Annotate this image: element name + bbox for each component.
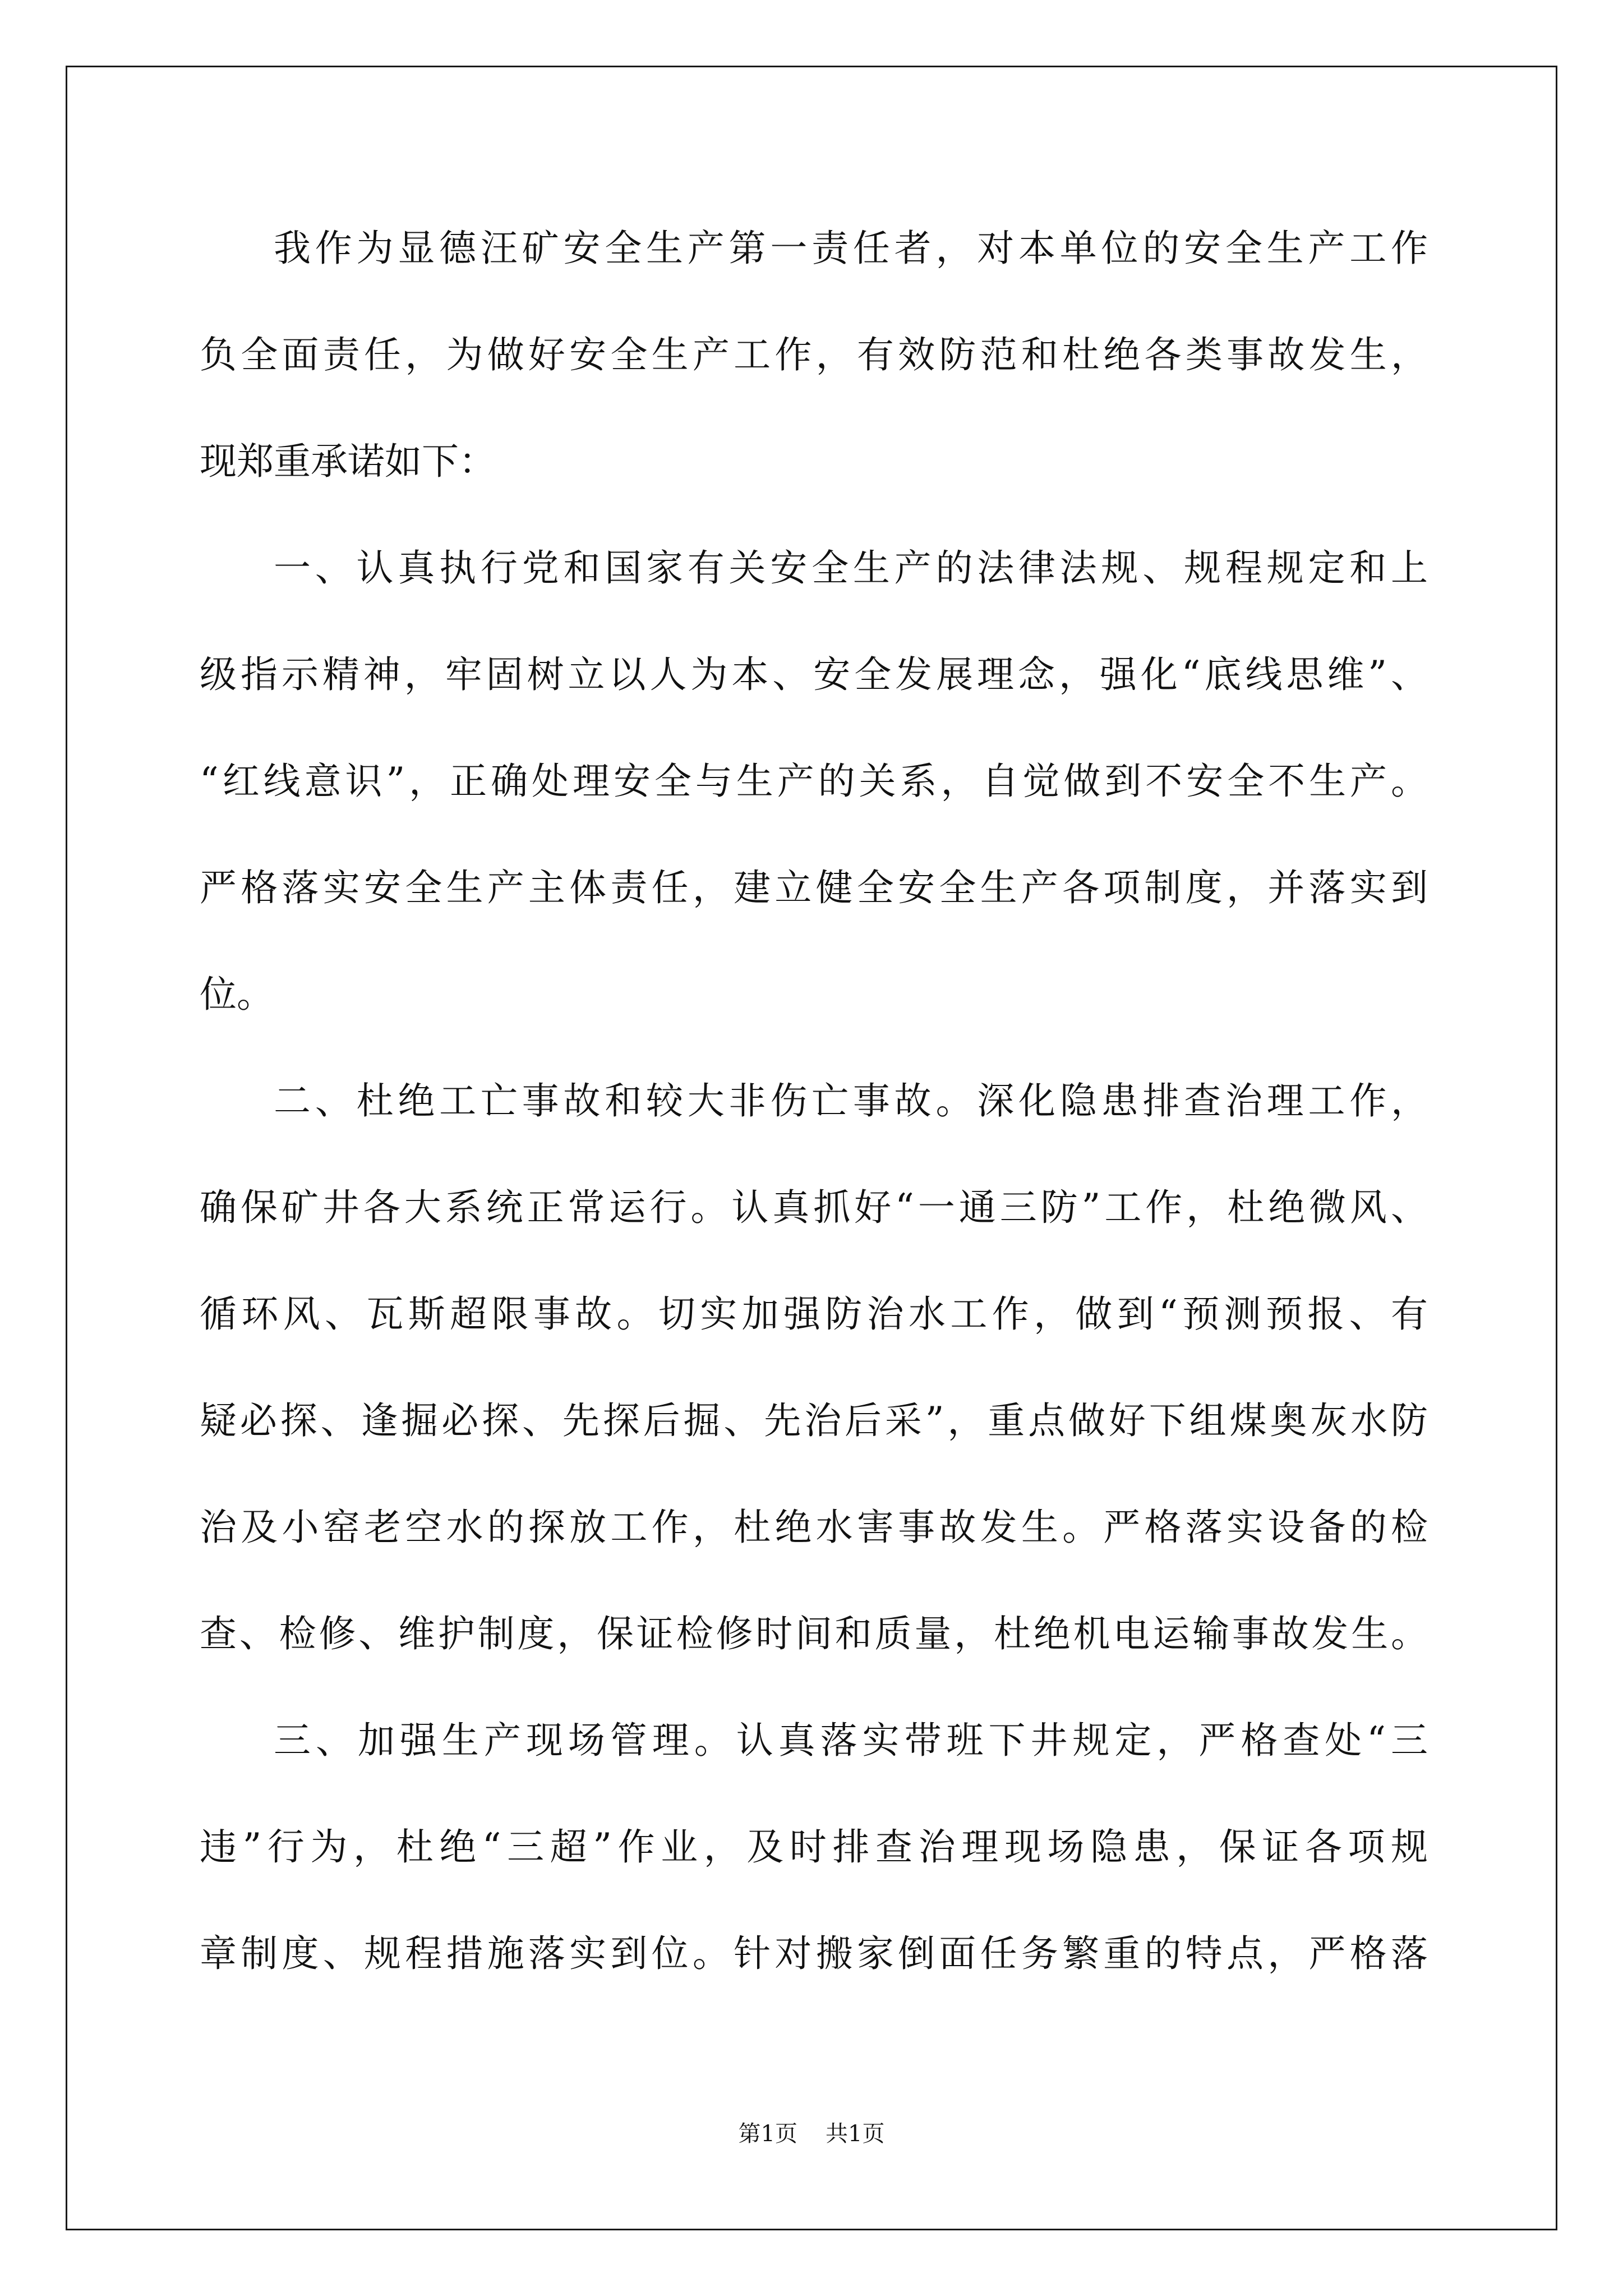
text-line: 治及小窑老空水的探放工作，杜绝水害事故发生。严格落实设备的检 bbox=[200, 1506, 1428, 1549]
page-total: 共1页 bbox=[826, 2121, 885, 2147]
document-body bbox=[200, 218, 1428, 2030]
text-line: 章制度、规程措施落实到位。针对搬家倒面任务繁重的特点，严格落 bbox=[200, 1932, 1428, 1975]
text-line: 一、认真执行党和国家有关安全生产的法律法规、规程规定和上 bbox=[274, 546, 1428, 590]
text-line: “红线意识”，正确处理安全与生产的关系，自觉做到不安全不生产。 bbox=[200, 760, 1428, 803]
page-number: 第1页 bbox=[738, 2121, 797, 2147]
text-line: 循环风、瓦斯超限事故。切实加强防治水工作，做到“预测预报、有 bbox=[200, 1292, 1428, 1336]
text-line: 二、杜绝工亡事故和较大非伤亡事故。深化隐患排查治理工作， bbox=[274, 1079, 1428, 1122]
text-line: 确保矿井各大系统正常运行。认真抓好“一通三防”工作，杜绝微风、 bbox=[200, 1186, 1428, 1229]
text-line: 疑必探、逢掘必探、先探后掘、先治后采”，重点做好下组煤奥灰水防 bbox=[200, 1399, 1428, 1442]
text-line: 位。 bbox=[200, 973, 274, 1016]
text-line: 我作为显德汪矿安全生产第一责任者，对本单位的安全生产工作 bbox=[274, 227, 1428, 270]
page-footer bbox=[0, 2117, 1623, 2151]
text-line: 负全面责任，为做好安全生产工作，有效防范和杜绝各类事故发生， bbox=[200, 333, 1428, 376]
text-line: 级指示精神，牢固树立以人为本、安全发展理念，强化“底线思维”、 bbox=[200, 653, 1428, 696]
text-line: 违”行为，杜绝“三超”作业，及时排查治理现场隐患，保证各项规 bbox=[200, 1825, 1428, 1869]
text-line: 三、加强生产现场管理。认真落实带班下井规定，严格查处“三 bbox=[274, 1719, 1428, 1762]
text-line: 严格落实安全生产主体责任，建立健全安全生产各项制度，并落实到 bbox=[200, 866, 1428, 909]
text-line: 查、检修、维护制度，保证检修时间和质量，杜绝机电运输事故发生。 bbox=[200, 1612, 1428, 1655]
text-line: 现郑重承诺如下： bbox=[200, 440, 496, 483]
